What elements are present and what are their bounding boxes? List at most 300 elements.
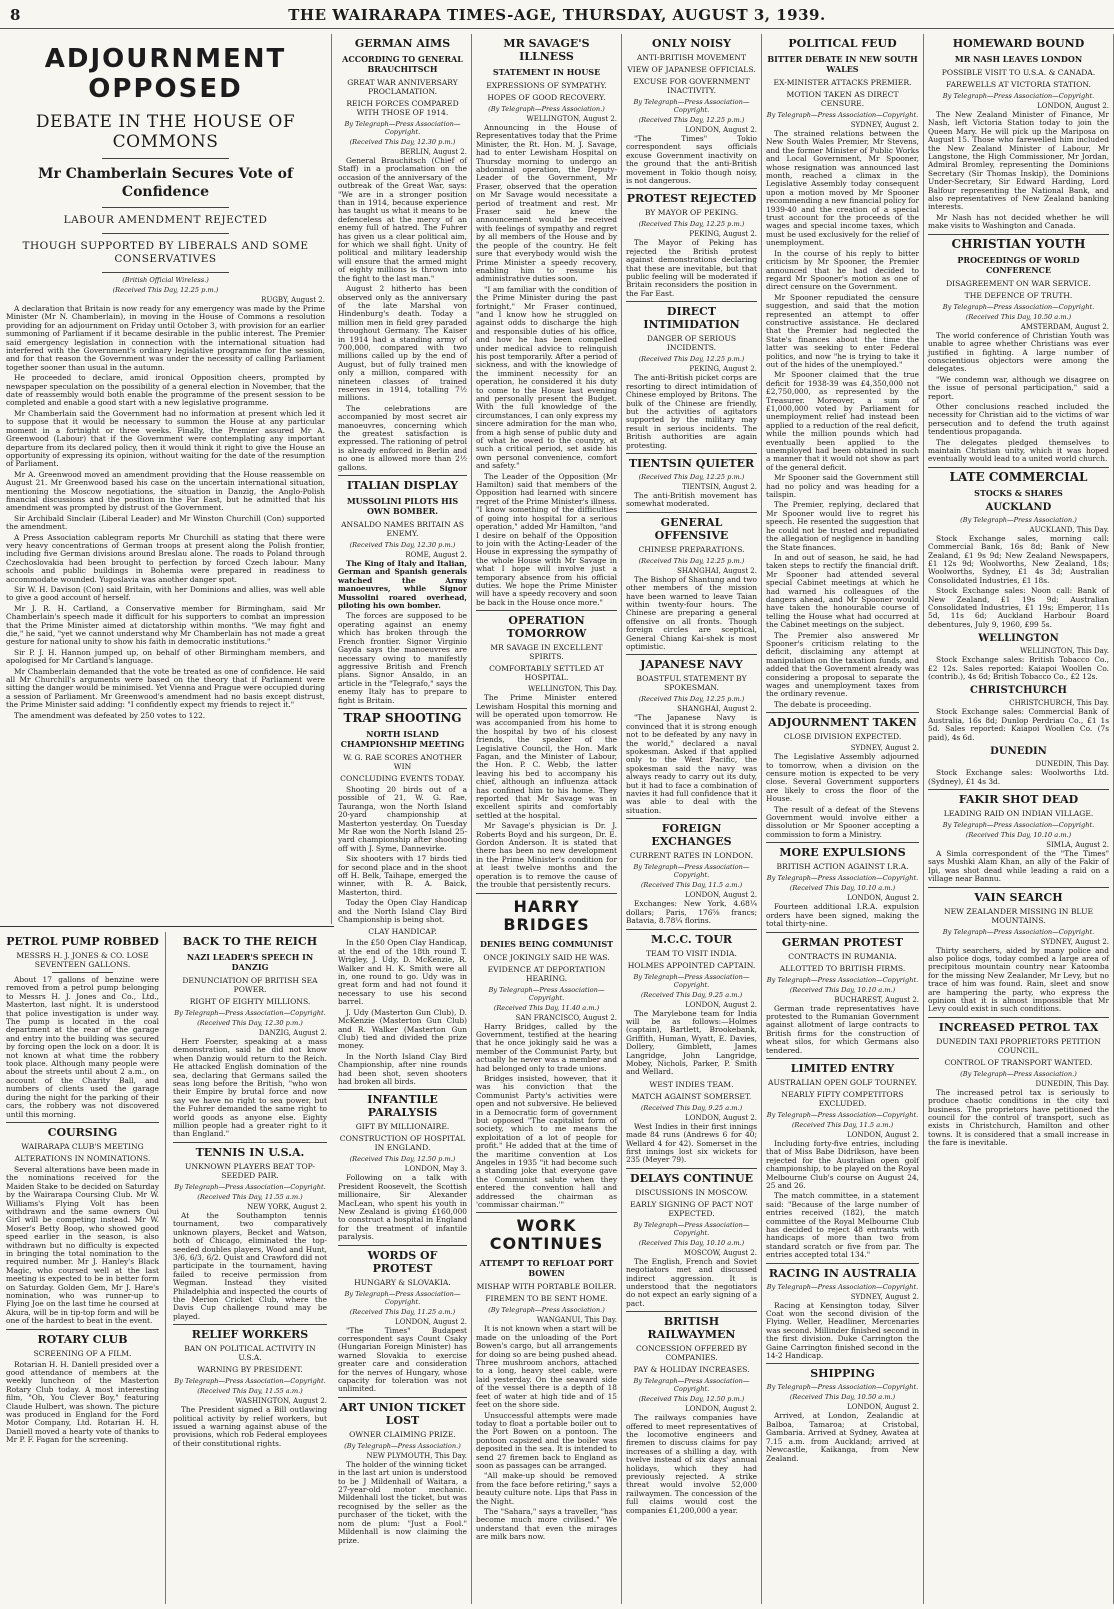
dateline: LONDON, May 3. — [404, 1165, 467, 1174]
paralysis-deck: GIFT BY MILLIONAIRE. — [355, 1122, 450, 1132]
reich-deck2: DENUNCIATION OF BRITISH SEA POWER. — [182, 976, 318, 994]
paragraph: In the North Island Clay Bird Championship, after nine rounds had been shot, seven shooters had broken all birds. — [338, 1051, 467, 1086]
paragraph: The anti-British picket corps are resorting to direct intimidation of Chinese employed by Britons. The bulk of the Chinese are friendly, but the activities of agitators supported by the military may result in serious incidents. The British authorities are again protesting. — [626, 373, 757, 450]
wellington-heading: WELLINGTON — [978, 633, 1059, 645]
paragraph: Rotarian H. H. Daniell presided over a good attendance of members at the weekly luncheon of the Masterton Rotary Club today. A most interesting film, "Oh, You Clever Boy," featuring Claude Hulbert, was shown. The picture was produced in England for the Ford Motor Company, Ltd. Rotarian H. H. Daniell moved a hearty vote of thanks to Mr P. F. Fagan for the screening. — [6, 1359, 159, 1445]
credit: By Telegraph—Press Association—Copyright. — [174, 1377, 326, 1386]
credit: By Telegraph—Press Association—Copyright. — [766, 1110, 919, 1119]
paragraph: Stock Exchange sales: British Tobacco Co., £2 12s. Sales reported: Kaiapoi Woollen Co. (contrib.), 4s 6d; British Tobacco Co., £2 12s. — [928, 655, 1109, 682]
paragraph: Mr Chamberlain demanded that the vote be treated as one of confidence. He said all Mr Churchill's arguments were based on the theory that if Parliament were sitting the danger would be minimised. Yet Vienna and Prague were occupied during a session of Parliament. Mr Greenwood's amendment had no basis except distrust, the Prime Minister said adding: "I confidently expect my friends to reject it." — [6, 666, 325, 710]
column-7 — [924, 34, 1114, 1604]
paragraph: Several alterations have been made in the nominations received for the Maiden Stake to be decided on Saturday by the Wairarapa Coursing Club. Mr W. Williams's Flying Volt has been withdrawn and the same owners Oui Girl will be competing instead. Mr W. Moser's Betty Boop, who showed good speed earlier in the season, is also withdrawn but no difficulty is expected in bringing the total nomination to the required number. Mr J. Hanley's Black Magic, who coursed well at the last meeting is expected to be in better form on Saturday. Golden Gem, Mr J. Hare's nomination, who was runner-up to Flying Joe on the last time he coursed at Akura, will be in tip-top form and will be one of the hardest to beat in the event. — [6, 1164, 159, 1326]
paragraph: The Marylebone team for India will be as follows:—Holmes (captain), Bartlett, Brookebank, Griffith, Human, Wyatt, E. Davies, Dollery, Gimblett, James Langridge, John Langridge, Mobey, Nichols, Parker, P. Smith and Wellard. — [626, 1008, 757, 1077]
credit: By Telegraph—Press Association—Copyright. — [633, 1220, 750, 1237]
column-1-bottom — [0, 932, 166, 1604]
railways-deck: CONCESSION OFFERED BY COMPANIES. — [635, 1344, 748, 1363]
commercial-section — [928, 471, 1109, 786]
tennis-headline: TENNIS IN U.S.A. — [195, 1145, 305, 1159]
navy-headline: JAPANESE NAVY — [640, 658, 743, 672]
trap-sub: CLAY HANDICAP. — [368, 927, 437, 937]
youth-deck: PROCEEDINGS OF WORLD CONFERENCE — [957, 254, 1080, 275]
credit: By Telegraph—Press Association—Copyright. — [174, 1009, 326, 1017]
mcc-headline: M.C.C. TOUR — [650, 932, 733, 946]
exchanges-headline: FOREIGN EXCHANGES — [651, 822, 732, 849]
credit: By Telegraph—Press Association—Copyright. — [766, 874, 919, 883]
paragraph: General Brauchitsch (Chief of Staff) in a proclamation on the occasion of the anniversary of the outbreak of the Great War, says: "We are in a stronger position than in 1914, because experience has taught us what it means to be defenceless at the mercy of an enemy full of hatred. The Fuhrer has given us a clear political aim, for which we shall fight. Unity of political and military leadership will ensure that the armed might of eighty millions is thrown into the fight to the last man." — [338, 156, 467, 283]
received: (Received This Day, 12.30 p.m.) — [349, 138, 456, 146]
paragraph: In the £50 Open Clay Handicap, at the end of the 18th round T. Wrigley, J. Udy, D. McKenzie, R. Walker and H. K. Smith were all in, one round to go. Udy was in great form and had not found it necessary to use his second barrel. — [338, 938, 467, 1007]
reich-deck3: RIGHT OF EIGHTY MILLIONS. — [189, 997, 311, 1006]
dateline: WANGANUI, This Day. — [536, 1316, 617, 1325]
column-3 — [334, 34, 472, 1604]
credit: By Telegraph—Press Association—Copyright. — [633, 863, 750, 880]
paragraph: The debate is proceeding. — [774, 699, 872, 709]
credit: By Telegraph—Press Association—Copyright. — [766, 975, 919, 984]
paragraph: Stock Exchange sales: Noon call: Bank of New Zealand, £1 19s 9d; Australian Consolidated Industries, £1 19s; Emperor, 11s 5d, 11s 6d; Auckland Harbour Board debentures, July 9, 1960, £99 5s. — [928, 586, 1109, 629]
received: (Received This Day, 12.25 p.m.) — [638, 355, 745, 364]
dateline: LONDON, August 2. — [1037, 102, 1109, 110]
vain-headline: VAIN SEARCH — [974, 890, 1063, 904]
paragraph: In the course of his reply to bitter criticism by Mr Spooner, the Premier announced that he had decided to regard Mr Spooner's motion as one of direct censure on the Government. — [766, 248, 919, 292]
dateline: NEW YORK, August 2. — [247, 1202, 327, 1211]
received: (Received This Day, 12.50 p.m.) — [638, 1395, 745, 1404]
work-deck3: FIREMEN TO BE SENT HOME. — [485, 1294, 608, 1304]
credit: By Telegraph—Press Association—Copyright. — [174, 1182, 326, 1191]
german-aims-deck2: GREAT WAR ANNIVERSARY PROCLAMATION. — [347, 78, 458, 96]
dateline: SYDNEY, August 2. — [850, 121, 919, 129]
received: (Received This Day, 11.55 a.m.) — [197, 1192, 303, 1201]
credit: (By Telegraph—Press Association.) — [960, 515, 1077, 524]
paragraph: It is not known when a start will be made on the unloading of the Port Bowen's cargo, but all arrangements for doing so are being pushed ahead. Three mushroom anchors, attached to a long, heavy steel cable, were laid yesterday. On the seaward side of the vessel there is a depth of 18 feet of water at high tide and of 15 feet on the shore side. — [476, 1324, 617, 1410]
paragraph: The New Zealand Minister of Finance, Mr Nash, left Victoria Station today to join the Queen Mary. He will pick up the Mariposa on August 15. Those who farewelled him included the New Zealand Minister of Labour, Mr Langstone, the High Commissioner, Mr Jordan, Admiral Bromley, representing the Dominions Secretary (Sir Thomas Inskip), the Dominions Under-Secretary, Sir Edward Harding, Lord Balfour representing the National Bank, and also representatives of New Zealand banking interests. — [928, 110, 1109, 212]
credit: By Telegraph—Press Association—Copyright. — [488, 985, 605, 1002]
credit: By Telegraph—Press Association—Copyright. — [766, 111, 919, 119]
paragraph: Bridges insisted, however, that it was his conviction that the Communist Party's activities were open and not subversive. He believed in a Democratic form of government but opposed "The capitalist form of society, which to me means the exploitation of a lot of people for profit." He added that at the time of the maritime convention at Los Angeles in 1935 "it had become such a standing joke that everyone gave the Communist salute when they entered the convention hall and addressed the chairman as 'commissar chairman.'" — [476, 1073, 617, 1210]
received: (Received This Day, 11.5 a.m.) — [791, 1120, 894, 1129]
paragraph: The holder of the winning ticket in the last art union is understood to be J Mildenhall of Waitara, a 27-year-old motor mechanic. Mildenhall lost the ticket, but was recognised by the seller as the purchaser of the ticket, with the nom de plum: "Just a Fool." Mildenhall is now claiming the prize. — [338, 1459, 467, 1545]
trap-deck: NORTH ISLAND CHAMPIONSHIP MEETING — [340, 728, 465, 749]
credit: By Telegraph—Press Association—Copyright. — [942, 92, 1095, 100]
dateline: AUCKLAND, This Day. — [1029, 525, 1109, 534]
paragraph: "The Times" Budapest correspondent says Count Csaky (Hungarian Foreign Minister) has warned Slovakia to exercise greater care and consideration for the nerves of Hungary, whose capacity for toleration was not unlimited. — [338, 1325, 467, 1394]
paragraph: The anti-British movement has somewhat moderated. — [626, 490, 757, 509]
paragraph: Mr Spooner said the Government still had no policy and was heading for a tailspin. — [766, 473, 919, 500]
dateline: LONDON, August 2. — [395, 1317, 467, 1326]
column-2-bottom — [167, 932, 333, 1604]
received: (Received This Day, 10.50 a.m.) — [789, 1393, 896, 1402]
paragraph: The delegates pledged themselves to maintain Christian unity, which it was hoped eventually would lead to a united world church. — [928, 437, 1109, 464]
dateline: TIENTSIN, August 2. — [682, 482, 757, 491]
column-4 — [472, 34, 622, 1604]
feud-deck: BITTER DEBATE IN NEW SOUTH WALES — [767, 54, 918, 74]
savage-deck2: EXPRESSIONS OF SYMPATHY. — [486, 81, 607, 90]
tennis-deck: UNKNOWN PLAYERS BEAT TOP-SEEDED PAIR. — [185, 1161, 315, 1180]
offensive-headline: GENERAL OFFENSIVE — [654, 515, 729, 542]
italian-headline: ITALIAN DISPLAY — [346, 479, 459, 493]
vain-deck: NEW ZEALANDER MISSING IN BLUE MOUNTAINS. — [943, 906, 1094, 925]
paragraph: Including forty-five entries, including that of Miss Babe Didrikson, have been rejected for the Australian open golf championship, to be played on the Royal Melbourne Club's course on August 24, 25 and 26. — [766, 1138, 919, 1190]
exchanges-deck: CURRENT RATES IN LONDON. — [629, 851, 754, 861]
paragraph: Harry Bridges, called by the Government, testified at the hearing that he once jokingly said he was a member of the Communist Party, but actually he never was a member and had belonged only to trade unions. — [476, 1021, 617, 1073]
delays-deck2: EARLY SIGNING OF PACT NOT EXPECTED. — [630, 1199, 753, 1218]
dateline: WASHINGTON, August 2. — [235, 1397, 327, 1406]
paragraph: "The Japanese Navy is convinced that it is strong enough not to be defeated by any navy in the world," declared a naval spokesman. Asked if that applied only to the West Pacific, the spokesman said the navy was always ready to carry out its duty, but it had to face a combination of navies it had full confidence that it was able to deal with the situation. — [626, 713, 757, 815]
german-aims-deck3: REICH FORCES COMPARED WITH THOSE OF 1914. — [346, 99, 459, 117]
german-protest-deck: CONTRACTS IN RUMANIA. — [788, 951, 897, 961]
credit: By Telegraph—Press Association—Copyright. — [766, 1282, 919, 1291]
paragraph: J. Udy (Masterton Gun Club), D. McKenzie (Masterton Gun Club) and R. Walker (Masterton Gun Club) tied and divided the prize money. — [338, 1007, 467, 1051]
reich-deck: NAZI LEADER'S SPEECH IN DANZIG — [186, 952, 314, 972]
limited-deck2: NEARLY FIFTY COMPETITORS EXCLUDED. — [781, 1089, 904, 1108]
trap-headline: TRAP SHOOTING — [343, 710, 462, 725]
column-6 — [762, 34, 924, 1604]
protest-rejected-deck: BY MAYOR OF PEKING. — [644, 208, 739, 218]
limited-headline: LIMITED ENTRY — [790, 1061, 895, 1075]
paragraph: The King of Italy and Italian, German and Spanish generals watched the Army manoeuvres, while Signor Mussolini roared overhead, piloting his own bomber. — [338, 559, 467, 611]
paralysis-deck2: CONSTRUCTION OF HOSPITAL IN ENGLAND. — [339, 1134, 466, 1153]
paragraph: The Premier, replying, declared that Mr Spooner would live to regret his speech. He resented the suggestion that he could not be trusted and repudiated the allegation of negligence in handling the State finances. — [766, 500, 919, 552]
noisy-deck: ANTI-BRITISH MOVEMENT — [636, 53, 747, 62]
paragraph: The President signed a Bill outlawing political activity by relief workers, but issued a warning against abuse of the provisions, which rob Federal employees of their constitutional rights. — [173, 1405, 327, 1448]
received: (Received This Day, 9.25 a.m.) — [640, 1103, 743, 1112]
paragraph: Herr Foerster, speaking at a mass demonstration, said he did not know when Danzig would return to the Reich. He attacked English domination of the sea, declaring that Germans sailed the seas long before the British, "who won their Empire by brutal force and now say we have no right to sea power, but the Fuhrer demanded the same right to world goods as anyone else. Eighty million people had a greater right to it than England." — [173, 1037, 327, 1139]
dateline: PEKING, August 2. — [689, 230, 757, 239]
youth-headline: CHRISTIAN YOUTH — [951, 236, 1086, 251]
work-deck: ATTEMPT TO REFLOAT PORT BOWEN — [479, 1258, 614, 1279]
fakir-deck: LEADING RAID ON INDIAN VILLAGE. — [943, 808, 1094, 818]
german-protest-deck2: ALLOTTED TO BRITISH FIRMS. — [779, 963, 906, 973]
bridges-deck: DENIES BEING COMMUNIST — [479, 938, 614, 949]
paragraph: The railways companies have offered to meet representatives of the locomotive engineers and firemen to discuss claims for pay increases of a shilling a day, with twelve instead of six days' annual holidays, which they had previously rejected. A strike threat would involve 52,000 railwaymen. The concession of the full claims would cost the companies £1,200,000 a year. — [626, 1413, 757, 1515]
received: (Received This Day, 12.30 p.m.) — [349, 541, 456, 550]
paragraph: Exchanges: New York, 4.68¼ dollars; Paris, 176⅝ francs; Batavia, 8.78¼ florins. — [626, 899, 757, 926]
paragraph: The Legislative Assembly adjourned to tomorrow, when a division on the censure motion is expected to be very close. Several Government supporters are likely to cross the floor of the House. — [766, 752, 919, 804]
adj-taken-deck: CLOSE DIVISION EXPECTED. — [783, 732, 902, 742]
operation-deck: MR SAVAGE IN EXCELLENT SPIRITS. — [490, 643, 603, 662]
coursing-deck: WAIRARAPA CLUB'S MEETING — [21, 1141, 144, 1151]
work-headline: WORK CONTINUES — [489, 1216, 604, 1254]
credit: (By Telegraph—Press Association.) — [488, 105, 605, 113]
paragraph: Mr A. Greenwood moved an amendment providing that the House reassemble on August 21. Mr Greenwood based his case on the uncertain international situation, mentioning the Moscow negotiations, the situation in Danzig, the Anglo-Polish financial discussions and the position in the Far East, but he admitted that his amendment was prompted by distrust of the Government. — [6, 469, 325, 513]
paragraph: "The Times" Tokio correspondent says officials excuse Government inactivity on the ground that the anti-British movement in Tokio though noisy, is not dangerous. — [626, 134, 757, 186]
received: (Received This Day, 12.30 p.m.) — [197, 1019, 303, 1027]
received: (Received This Day, 12.25 p.m.) — [638, 556, 745, 565]
dunedin-heading: DUNEDIN — [990, 746, 1047, 758]
dateline: LONDON, August 2. — [685, 1113, 757, 1122]
racing-headline: RACING IN AUSTRALIA — [768, 1266, 917, 1280]
paragraph: Shooting 20 birds out of a possible of 21, W. G. Rae, Tauranga, won the North Island 20-yard championship at Masterton yesterday. On Tuesday Mr Rae won the North Island 25-yard championship after shooting off with J. Syme, Dannevirke. — [338, 784, 467, 853]
feud-headline: POLITICAL FEUD — [788, 37, 897, 50]
expulsions-deck: BRITISH ACTION AGAINST I.R.A. — [776, 862, 909, 872]
paralysis-headline: INFANTILE PARALYSIS — [367, 1093, 438, 1120]
credit: By Telegraph—Press Association—Copyright. — [633, 972, 750, 989]
dateline: WELLINGTON, This Day. — [528, 685, 617, 694]
paragraph: "We condemn war, although we disagree on the issue of personal participation," said a report. — [928, 374, 1109, 401]
paragraph: The "Sahara," says a traveller, "has become much more civilised." We understand that even the mirages are milk bars now. — [476, 1506, 617, 1542]
dateline: LONDON, August 2. — [685, 126, 757, 134]
feud-deck3: MOTION TAKEN AS DIRECT CENSURE. — [786, 90, 899, 108]
paragraph: The increased petrol tax is seriously to produce chaotic conditions in the city taxi business. The proprietors have petitioned the council for the control of transport, such as exists in Christchurch, Hamilton and other towns. It is considered that a small increase in the fare is inevitable. — [928, 1087, 1109, 1148]
noisy-deck2: VIEW OF JAPANESE OFFICIALS. — [627, 65, 756, 74]
paragraph: The Mayor of Peking has rejected the British protest against demonstrations declaring that these are inevitable, but that public feeling will be moderated if Britain reconsiders the position in the Far East. — [626, 238, 757, 298]
paragraph: Fourteen additional I.R.A. expulsion orders have been signed, making the total thirty-nine. — [766, 902, 919, 929]
dateline: DUNEDIN, This Day. — [1035, 760, 1109, 769]
credit: By Telegraph—Press Association—Copyright. — [344, 120, 461, 136]
german-aims-deck: ACCORDING TO GENERAL BRAUCHITSCH — [342, 54, 463, 74]
dateline: WELLINGTON, August 2. — [526, 115, 617, 123]
paragraph: Six shooters with 17 birds tied for second place and in the shoot off H. Belk, Taihape, emerged the winner, with R. A. Baick, Masterton, third. — [338, 854, 467, 897]
paragraph: Following on a talk with President Roosevelt, the Scottish millionaire, Sir Alexander MacLean, who spent his youth in New Zealand is giving £160,000 to construct a hospital in England for the treatment of infantile paralysis. — [338, 1173, 467, 1242]
youth-deck2: DISAGREEMENT ON WAR SERVICE. — [946, 278, 1091, 288]
received: (Received This Day, 10.50 a.m.) — [965, 312, 1072, 321]
dateline: SHANGHAI, August 2. — [677, 705, 757, 714]
west-indies-deck2: MATCH AGAINST SOMERSET. — [631, 1091, 752, 1101]
dateline: NEW PLYMOUTH, This Day. — [366, 1451, 467, 1460]
bridges-deck3: EVIDENCE AT DEPORTATION HEARING. — [487, 964, 606, 983]
credit: (British Official Wireless.) — [122, 276, 209, 284]
intimidation-deck: DANGER OF SERIOUS INCIDENTS. — [646, 334, 737, 353]
italian-deck: MUSSOLINI PILOTS HIS OWN BOMBER. — [346, 496, 459, 517]
savage-deck: STATEMENT IN HOUSE — [492, 67, 601, 77]
feud-deck2: EX-MINISTER ATTACKS PREMIER. — [773, 78, 912, 87]
limited-deck: AUSTRALIAN OPEN GOLF TOURNEY. — [768, 1077, 917, 1087]
paragraph: Announcing in the House of Representatives today that the Prime Minister, the Rt. Hon. M. J. Savage, had to enter Lewisham Hospital on Thursday morning to undergo an abdominal operation, the Deputy-Leader of the Government, Mr Fraser, observed that the operation on Mr Savage would necessitate a period of treatment and rest. Mr Fraser said he knew the announcement would be received with feelings of sympathy and regret by all members of the House and by the people of the country. He felt sure that everybody would wish the Prime Minister a speedy recovery, enabling him to resume his administrative duties soon. — [476, 123, 617, 284]
paragraph: "All make-up should be removed from the face before retiring," says a beauty culture note. Lips that Pass in the Night. — [476, 1471, 617, 1506]
bridges-deck2: ONCE JOKINGLY SAID HE WAS. — [483, 952, 610, 962]
paragraph: Mr J. R. H. Cartland, a Conservative member for Birmingham, said Mr Chamberlain's speech made it difficult for his supporters to combat an impression that the Prime Minister aimed at dictatorship within months. "We may fight and die," he said, "yet we cannot understand why Mr Chamberlain has not made a great gesture for national unity to show his faith in democratic institutions." — [6, 603, 325, 647]
dateline: SAN FRANCISCO, August 2. — [515, 1013, 617, 1022]
dateline: SYDNEY, August 2. — [850, 1292, 919, 1301]
received: (Received This Day, 9.25 a.m.) — [640, 990, 743, 999]
paragraph: About 17 gallons of benzine were removed from a petrol pump belonging to Messrs H. J. Jones and Co., Ltd., Masterton, last night. It is understood that police investigation is under way. The pump is located in the coal department at the rear of the garage and entry into the building was secured by forcing open the lock on a door. It is not known at what time the robbery took place. Although many people were about the streets until about 2 a.m., on account of the Charity Ball, and numbers of clients used the garage during the night for the parking of their cars, the robbery was not discovered until this morning. — [6, 975, 159, 1119]
adj-taken-headline: ADJOURNMENT TAKEN — [768, 716, 917, 730]
savage-headline: MR SAVAGE'S ILLNESS — [503, 37, 590, 63]
paragraph: Unsuccessful attempts were made today to float a portable boiler out to the Port Bowen on a pontoon. The pontoon capsized and the boiler was deposited in the sea. It is intended to send 27 firemen back to England as soon as passages can be arranged. — [476, 1410, 617, 1470]
west-indies-deck: WEST INDIES TEAM. — [649, 1079, 734, 1089]
coursing-deck2: ALTERATIONS IN NOMINATIONS. — [14, 1153, 151, 1163]
coursing-headline: COURSING — [47, 1125, 118, 1139]
tientsin-headline: TIENTSIN QUIETER — [628, 456, 755, 470]
relief-deck2: WARNING BY PRESIDENT. — [197, 1365, 303, 1375]
delays-deck: DISCUSSIONS IN MOSCOW. — [635, 1187, 748, 1197]
received: (Received This Day, 11.25 a.m.) — [349, 1307, 456, 1316]
dateline: SIMLA, August 2. — [1046, 840, 1109, 849]
received: (Received This Day, 12.25 p.m.) — [638, 220, 745, 229]
german-aims-headline: GERMAN AIMS — [354, 37, 451, 50]
offensive-deck: CHINESE PREPARATIONS. — [638, 544, 745, 554]
paragraph: The Prime Minister entered Lewisham Hospital this morning and will be operated upon tomorrow. He was accompanied from his home to the hospital by two of his closest friends, the speaker of the Legislative Council, the Hon. Mark Fagan, and the Minister of Labour, the Hon. P. C. Webb, the latter leaving his bed to accompany his chief, although an influenza attack has confined him to his home. They reported that Mr Savage was in excellent spirits and comfortably settled at the hospital. — [476, 693, 617, 820]
paragraph: Racing at Kensington today, Silver Coat won the second division of the Flying. Weller, Headliner, Mercenaries was second. Millinder finished second in the first division. Duke Carrington the Gaine Carrington finished second in the 14-2 Handicap. — [766, 1300, 919, 1361]
work-deck2: MISHAP WITH PORTABLE BOILER. — [476, 1282, 617, 1292]
paragraph: A Simla correspondent of the "The Times" says Mushki Alam Khan, an ally of the Fakir of Ipi, was shot dead while leading a raid on a village near Bannu. — [928, 848, 1109, 884]
dateline: BERLIN, August 2. — [400, 148, 467, 156]
operation-deck2: COMFORTABLY SETTLED AT HOSPITAL. — [489, 664, 604, 683]
intimidation-headline: DIRECT INTIMIDATION — [643, 305, 740, 332]
received: (Received This Day, 11.5 a.m.) — [640, 881, 743, 890]
paragraph: A Press Association cablegram reports Mr Churchill as stating that there were very heavy concentrations of German troops at present along the Polish frontier, including five German divisions around Breslau alone. The roads to Poland through Czechoslovakia had been brought to perfection by forced Czech labour. Many schools and public buildings in Bohemia were prepared in readiness to accommodate wounded. Yugoslavia was another danger spot. — [6, 532, 325, 584]
paragraph: Today the Open Clay Handicap and the North Island Clay Bird Championship is being shot. — [338, 898, 467, 925]
credit: By Telegraph—Press Association—Copyright. — [766, 1383, 919, 1392]
article-adjournment — [0, 34, 332, 924]
dateline: LONDON, August 2. — [847, 1403, 919, 1412]
paragraph: The forces are supposed to be operating against an enemy which has broken through the French frontier. Signor Virginio Gayda says the manoeuvres are necessary owing to manifestly aggressive British and French plans. Signor Ansaldo, in an article in the "Telegrafo," says the enemy Italy has to prepare to fight is Britain. — [338, 611, 467, 705]
paragraph: In and out of season, he said, he had taken steps to rectify the financial drift. Mr Spooner had attended several special Cabinet meetings at which he had warned his colleagues of the dangers ahead, and Mr Spooner would have taken the honourable course of telling the House what had occurred at the Cabinet meetings on the subject. — [766, 552, 919, 630]
credit: By Telegraph—Press Association—Copyright. — [344, 1289, 461, 1306]
petrol-tax-deck: DUNEDIN TAXI PROPRIETORS PETITION COUNCIL. — [936, 1036, 1101, 1055]
christchurch-heading: CHRISTCHURCH — [970, 685, 1067, 697]
received: (Received This Day, 11.55 a.m.) — [197, 1387, 303, 1396]
dateline: LONDON, August 2. — [685, 891, 757, 900]
art-union-headline: ART UNION TICKET LOST — [339, 1400, 466, 1427]
dateline: LONDON, August 2. — [685, 1000, 757, 1009]
dateline: SHANGHAI, August 2. — [677, 566, 757, 575]
italian-deck2: ANSALDO NAMES BRITAIN AS ENEMY. — [341, 520, 464, 539]
adjournment-subhead: DEBATE IN THE HOUSE OF COMMONS — [35, 112, 296, 152]
paragraph: He proceeded to declare, amid ironical Opposition cheers, prompted by newspaper speculation on the possibility of a general election in November, that the date of reassembly would both enable the programme of the present session to be completed and enable a good start with a new legislative programme. — [6, 373, 325, 408]
petrol-deck: MESSRS H. J. JONES & CO. LOSE SEVENTEEN GALLONS. — [16, 951, 149, 969]
paragraph: Mr Spooner repudiated the censure suggestion, and said that the motion represented an attempt to offer constructive assistance. He declared that the Premier had neglected the State's finances about the time the latter was seeking to enter Federal politics, and now "he is trying to take it out of the hides of the unemployed." — [766, 292, 919, 369]
fakir-headline: FAKIR SHOT DEAD — [958, 792, 1079, 806]
received: (Received This Day, 12.25 p.m.) — [112, 286, 219, 294]
dateline: CHRISTCHURCH, This Day. — [1009, 699, 1109, 708]
masthead-title: THE WAIRARAPA TIMES-AGE, THURSDAY, AUGUST 3, 1939. — [288, 6, 826, 24]
paragraph: West Indies in their first innings made 84 runs (Andrews 6 for 40; Wellard 4 for 42). Somerset in the first innings lost six wickets for 235 (Meyer 79). — [626, 1121, 757, 1165]
relief-headline: RELIEF WORKERS — [191, 1328, 309, 1342]
mcc-deck: TEAM TO VISIT INDIA. — [646, 948, 737, 958]
homeward-deck2: POSSIBLE VISIT TO U.S.A. & CANADA. — [941, 68, 1096, 77]
paragraph: Other conclusions reached included the necessity for Christian aid to the victims of war persecution and to defend the truth against tendentious propaganda. — [928, 401, 1109, 437]
dateline: BUCHAREST, August 2. — [834, 995, 919, 1004]
savage-deck3: HOPES OF GOOD RECOVERY. — [487, 93, 606, 102]
received: (Received This Day, 10.10 a.m.) — [789, 884, 896, 893]
masthead — [0, 0, 1114, 29]
dateline: MOSCOW, August 2. — [683, 1248, 757, 1257]
paragraph: Sir P. J. H. Hannon jumped up, on behalf of other Birmingham members, and apologised for Mr Cartland's language. — [6, 647, 325, 666]
received: (Received This Day, 12.25 p.m.) — [638, 472, 745, 481]
paragraph: Stock Exchange sales: Woolworths Ltd. (Sydney), £1 4s 3d. — [928, 768, 1109, 786]
paragraph: Arrived, at London, Zealandic at Balboa, Tamaroa; at Cristobal, Gambaria. Arrived at Sydney, Awatea at 7.15 a.m. from Auckland; arrived at Newcastle, Kaikanga, from New Zealand. — [766, 1411, 919, 1463]
protest-words-deck: HUNGARY & SLOVAKIA. — [354, 1277, 451, 1287]
protest-words-headline: WORDS OF PROTEST — [367, 1248, 438, 1275]
navy-deck: BOASTFUL STATEMENT BY SPOKESMAN. — [636, 674, 747, 693]
dateline: AMSTERDAM, August 2. — [1020, 322, 1109, 331]
petrol-headline: PETROL PUMP ROBBED — [6, 935, 159, 948]
paragraph: A declaration that Britain is now ready for any emergency was made by the Prime Minister (Mr N. Chamberlain), in moving in the House of Commons a resolution providing for an adjournment on Friday until October 3, with provision for an earlier summoning of Parliament if it became desirable in the public interest. The Premier said emergency legislation in connection with the international situation had interfered with the Government's ordinary legislative programme for the session, and for that reason the Government was under the necessity of calling Parliament together sooner than usual in the autumn. — [6, 304, 325, 372]
paragraph: Mr Savage's physician is Dr. J. Roberts Boyd and his surgeon, Dr. E. Gordon Anderson. It is stated that there has been no new development in the Prime Minister's condition for at least twelve months and the operation is to remove the cause of the trouble that persistently recurs. — [476, 821, 617, 890]
adjournment-deck: Mr Chamberlain Secures Vote of Confidence — [37, 166, 294, 200]
homeward-headline: HOMEWARD BOUND — [952, 37, 1085, 50]
operation-headline: OPERATION TOMORROW — [506, 614, 587, 641]
reich-headline: BACK TO THE REICH — [182, 935, 318, 948]
railways-headline: BRITISH RAILWAYMEN — [647, 1315, 736, 1342]
adjournment-deck3: THOUGH SUPPORTED BY LIBERALS AND SOME CONSERVATIVES — [22, 240, 309, 265]
dateline: SYDNEY, August 2. — [1040, 937, 1109, 946]
delays-headline: DELAYS CONTINUE — [629, 1171, 754, 1185]
homeward-deck3: FAREWELLS AT VICTORIA STATION. — [946, 80, 1091, 89]
commercial-deck: STOCKS & SHARES — [974, 487, 1063, 498]
dateline: ROME, August 2. — [405, 551, 467, 560]
paragraph: The celebrations are accompanied by most secret air manoeuvres, concerning which the greatest satisfaction is expressed. The rationing of petrol is already enforced in Berlin and no one is allowed more than 2½ gallons. — [338, 403, 467, 472]
paragraph: German trade representatives have protested to the Rumanian Government against allotment of large contracts to British firms for the construction of wheat silos, for which Germans also tendered. — [766, 1003, 919, 1055]
german-protest-headline: GERMAN PROTEST — [781, 935, 904, 949]
received: (Received This Day, 12.25 p.m.) — [638, 695, 745, 704]
paragraph: Sir W. H. Davison (Con) said Britain, with her Dominions and allies, was well able to give a good account of herself. — [6, 585, 325, 603]
paragraph: The Premier also answered Mr Spooner's criticism relating to the deficit, disclaiming any attempt at manipulation on the taxation funds, and added that the Government already was considering a proposal to separate the wages and unemployment taxes from the ordinary revenue. — [766, 630, 919, 699]
credit: By Telegraph—Press Association—Copyright. — [633, 1377, 750, 1394]
noisy-deck3: EXCUSE FOR GOVERNMENT INACTIVITY. — [633, 77, 750, 95]
dateline: LONDON, August 2. — [847, 1130, 919, 1139]
dateline: RUGBY, August 2. — [261, 296, 325, 304]
dateline: WELLINGTON, This Day. — [1020, 647, 1109, 656]
column-5 — [622, 34, 762, 1604]
paragraph: The amendment was defeated by 250 votes to 122. — [14, 710, 206, 720]
noisy-headline: ONLY NOISY — [652, 37, 731, 50]
trap-deck2: W. G. RAE SCORES ANOTHER WIN — [343, 752, 462, 771]
paragraph: Mr Chamberlain said the Government had no information at present which led it to suppose that it would be necessary to summon the House at any particular moment in a fortnight or three weeks. Finally, the Premier assured Mr A. Greenwood (Labour) that if the Government were contemplating any important departure from its declared policy, then it would think it right to give the House an opportunity of expressing its opinion, without waiting for the date of the resumption of Parliament. — [6, 408, 325, 469]
petrol-tax-headline: INCREASED PETROL TAX — [938, 1020, 1099, 1034]
paragraph: "I am familiar with the condition of the Prime Minister during the past fortnight," Mr Fraser continued, "and I know how he struggled on against odds to discharge the high and responsible duties of his office, and how he has been compelled under medical advice to relinquish his post temporarily. After a period of sickness, and with the knowledge of the imminent necessity for an operation, he considered it his duty to come to the House last evening and personally present the Budget. With the full knowledge of the circumstances, I can only express my sincere admiration for the man who, from a high sense of public duty and of what he owed to the country, at such a critical period, set aside his own personal convenience, comfort and safety." — [476, 284, 617, 471]
paragraph: Sir Archibald Sinclair (Liberal Leader) and Mr Winston Churchill (Con) supported the amendment. — [6, 513, 325, 532]
dateline: DUNEDIN, This Day. — [1035, 1079, 1109, 1088]
adjournment-headline: ADJOURNMENT OPPOSED — [44, 44, 287, 104]
relief-deck: BAN ON POLITICAL ACTIVITY IN U.S.A. — [184, 1344, 316, 1363]
paragraph: The match committee, in a statement said: "Because of the large number of entries received (182), the match committee of the Royal Melbourne Club has decided to reject 48 entrants with handicaps of more than two from standard scratch or five from par. The entries accepted total 134." — [766, 1191, 919, 1260]
dateline: LONDON, August 2. — [685, 1405, 757, 1414]
paragraph: Stock Exchange sales: Commercial Bank of Australia, 16s 8d; Dunlop Perdriau Co., £1 1s 5d. Sales reported: Kaiapoi Woollen Co. (7s paid), 4s 6d. — [928, 707, 1109, 742]
credit: (By Telegraph—Press Association.) — [488, 1306, 605, 1315]
page-number: 8 — [10, 6, 21, 24]
railways-deck2: PAY & HOLIDAY INCREASES. — [633, 1365, 750, 1375]
received: (Received This Day, 12.25 p.m.) — [638, 116, 745, 124]
commercial-headline: LATE COMMERCIAL — [949, 469, 1088, 484]
bridges-headline: HARRY BRIDGES — [503, 896, 590, 934]
homeward-deck: MR NASH LEAVES LONDON — [954, 54, 1083, 64]
paragraph: The world conference of Christian Youth was unable to agree whether Christians was ever justified in fighting. A large number of conscientious objectors were among the delegates. — [928, 330, 1109, 374]
paragraph: At the Southampton tennis tournament, two comparatively unknown players, Becket and Watson, both of Chicago, eliminated the top-seeded doubles players, Wood and Hunt, 3/6, 6/3, 6/2. Quist and Crawford did not participate in the tournament, having failed to receive permission from Wegman. Instead they visited Philadelphia and inspected the courts of the Merion Cricket Club, where the Davis Cup challenge round may be played. — [173, 1210, 327, 1321]
dateline: PEKING, August 2. — [689, 365, 757, 374]
paragraph: The strained relations between the New South Wales Premier, Mr Stevens, and the former Minister of Public Works and Local Government, Mr Spooner, whose resignation was announced last month, reached a climax in the Legislative Assembly today consequent upon a motion moved by Mr Spooner recommending a new financial policy for 1939-40 and the creation of a special trust account for the proceeds of the wages and special income taxes, which must be used exclusively for the relief of unemployment. — [766, 129, 919, 248]
paragraph: The English, French and Soviet negotiators met and discussed indirect aggression. It is understood that the negotiators do not expect an early signing of a pact. — [626, 1256, 757, 1308]
rotary-deck: SCREENING OF A FILM. — [33, 1348, 132, 1358]
art-union-deck: OWNER CLAIMING PRIZE. — [349, 1429, 456, 1439]
credit: By Telegraph—Press Association—Copyright. — [942, 820, 1095, 829]
mcc-deck2: HOLMES APPOINTED CAPTAIN. — [627, 960, 756, 970]
dateline: SYDNEY, August 2. — [850, 744, 919, 753]
dateline: LONDON, August 2. — [847, 894, 919, 903]
trap-deck3: CONCLUDING EVENTS TODAY. — [340, 773, 465, 783]
paragraph: The Bishop of Shantung and two other members of the mission have been warned to leave Taian within twenty-four hours. The Chinese are preparing a general offensive on all fronts. Though foreign circles are sceptical, General Chiang Kai-shek is most optimistic. — [626, 574, 757, 651]
paragraph: Stock Exchange sales, morning call: Commercial Bank, 16s 8d; Bank of New Zealand, £1 9s 9d; New Zealand Newspapers, £1 12s 9d; Woolworths, New Zealand, 18s; Woolworths, Sydney, £1 4s 3d; Australian Consolidated Industries, £1 18s. — [928, 533, 1109, 585]
received: (Received This Day, 10.10 a.m.) — [965, 830, 1072, 839]
expulsions-headline: MORE EXPULSIONS — [779, 846, 906, 860]
credit: By Telegraph—Press Association—Copyright. — [942, 302, 1095, 311]
paragraph: August 2 hitherto has been observed only as the anniversary of the late Marshal von Hindenburg's death. Today a million men in field grey paraded throughout Germany. The Kaiser in 1914 had a standing army of 700,000, compared with two millions called up by the end of August, but of fully trained men only a million, compared with nineteen classes of trained reserves in 1914, totalling 7½ millions. — [338, 284, 467, 403]
shipping-headline: SHIPPING — [810, 1367, 875, 1381]
credit: By Telegraph—Press Association—Copyright. — [633, 98, 750, 114]
paragraph: The Leader of the Opposition (Mr Hamilton) said that members of the Opposition had learned with sincere regret of the Prime Minister's illness. "I know something of the difficulties of going into hospital for a serious operation," added Mr Hamilton, "and I desire on behalf of the Opposition to join with the Acting-Leader of the House in expressing the sympathy of the whole House with Mr Savage in what I hope will involve just a temporary absence from his official duties. We hope the Prime Minister will have a speedy recovery and soon be back in the House once more." — [476, 471, 617, 607]
youth-deck3: THE DEFENCE OF TRUTH. — [964, 290, 1073, 300]
received: (Received This Day, 11.40 a.m.) — [493, 1003, 600, 1012]
credit: (By Telegraph—Press Association.) — [344, 1441, 461, 1450]
received: (Received This Day, 10.10 a.m.) — [789, 985, 896, 994]
protest-rejected-headline: PROTEST REJECTED — [626, 192, 757, 206]
received: (Received This Day, 12.50 p.m.) — [349, 1155, 456, 1164]
adjournment-deck2: LABOUR AMENDMENT REJECTED — [63, 214, 268, 226]
rotary-headline: ROTARY CLUB — [37, 1332, 128, 1346]
dateline: DANZIG, August 2. — [258, 1029, 327, 1037]
paragraph: Thirty searchers, aided by many police and also police dogs, today combed a large area of precipitous mountain country near Katoomba for the missing New Zealander, Mr Levy, but no trace of him was found. Rain, sleet and snow are hampering the party, who express the opinion that it is almost impossible that Mr Levy could exist in such conditions. — [928, 945, 1109, 1014]
petrol-tax-deck2: CONTROL OF TRANSPORT WANTED. — [944, 1057, 1093, 1067]
